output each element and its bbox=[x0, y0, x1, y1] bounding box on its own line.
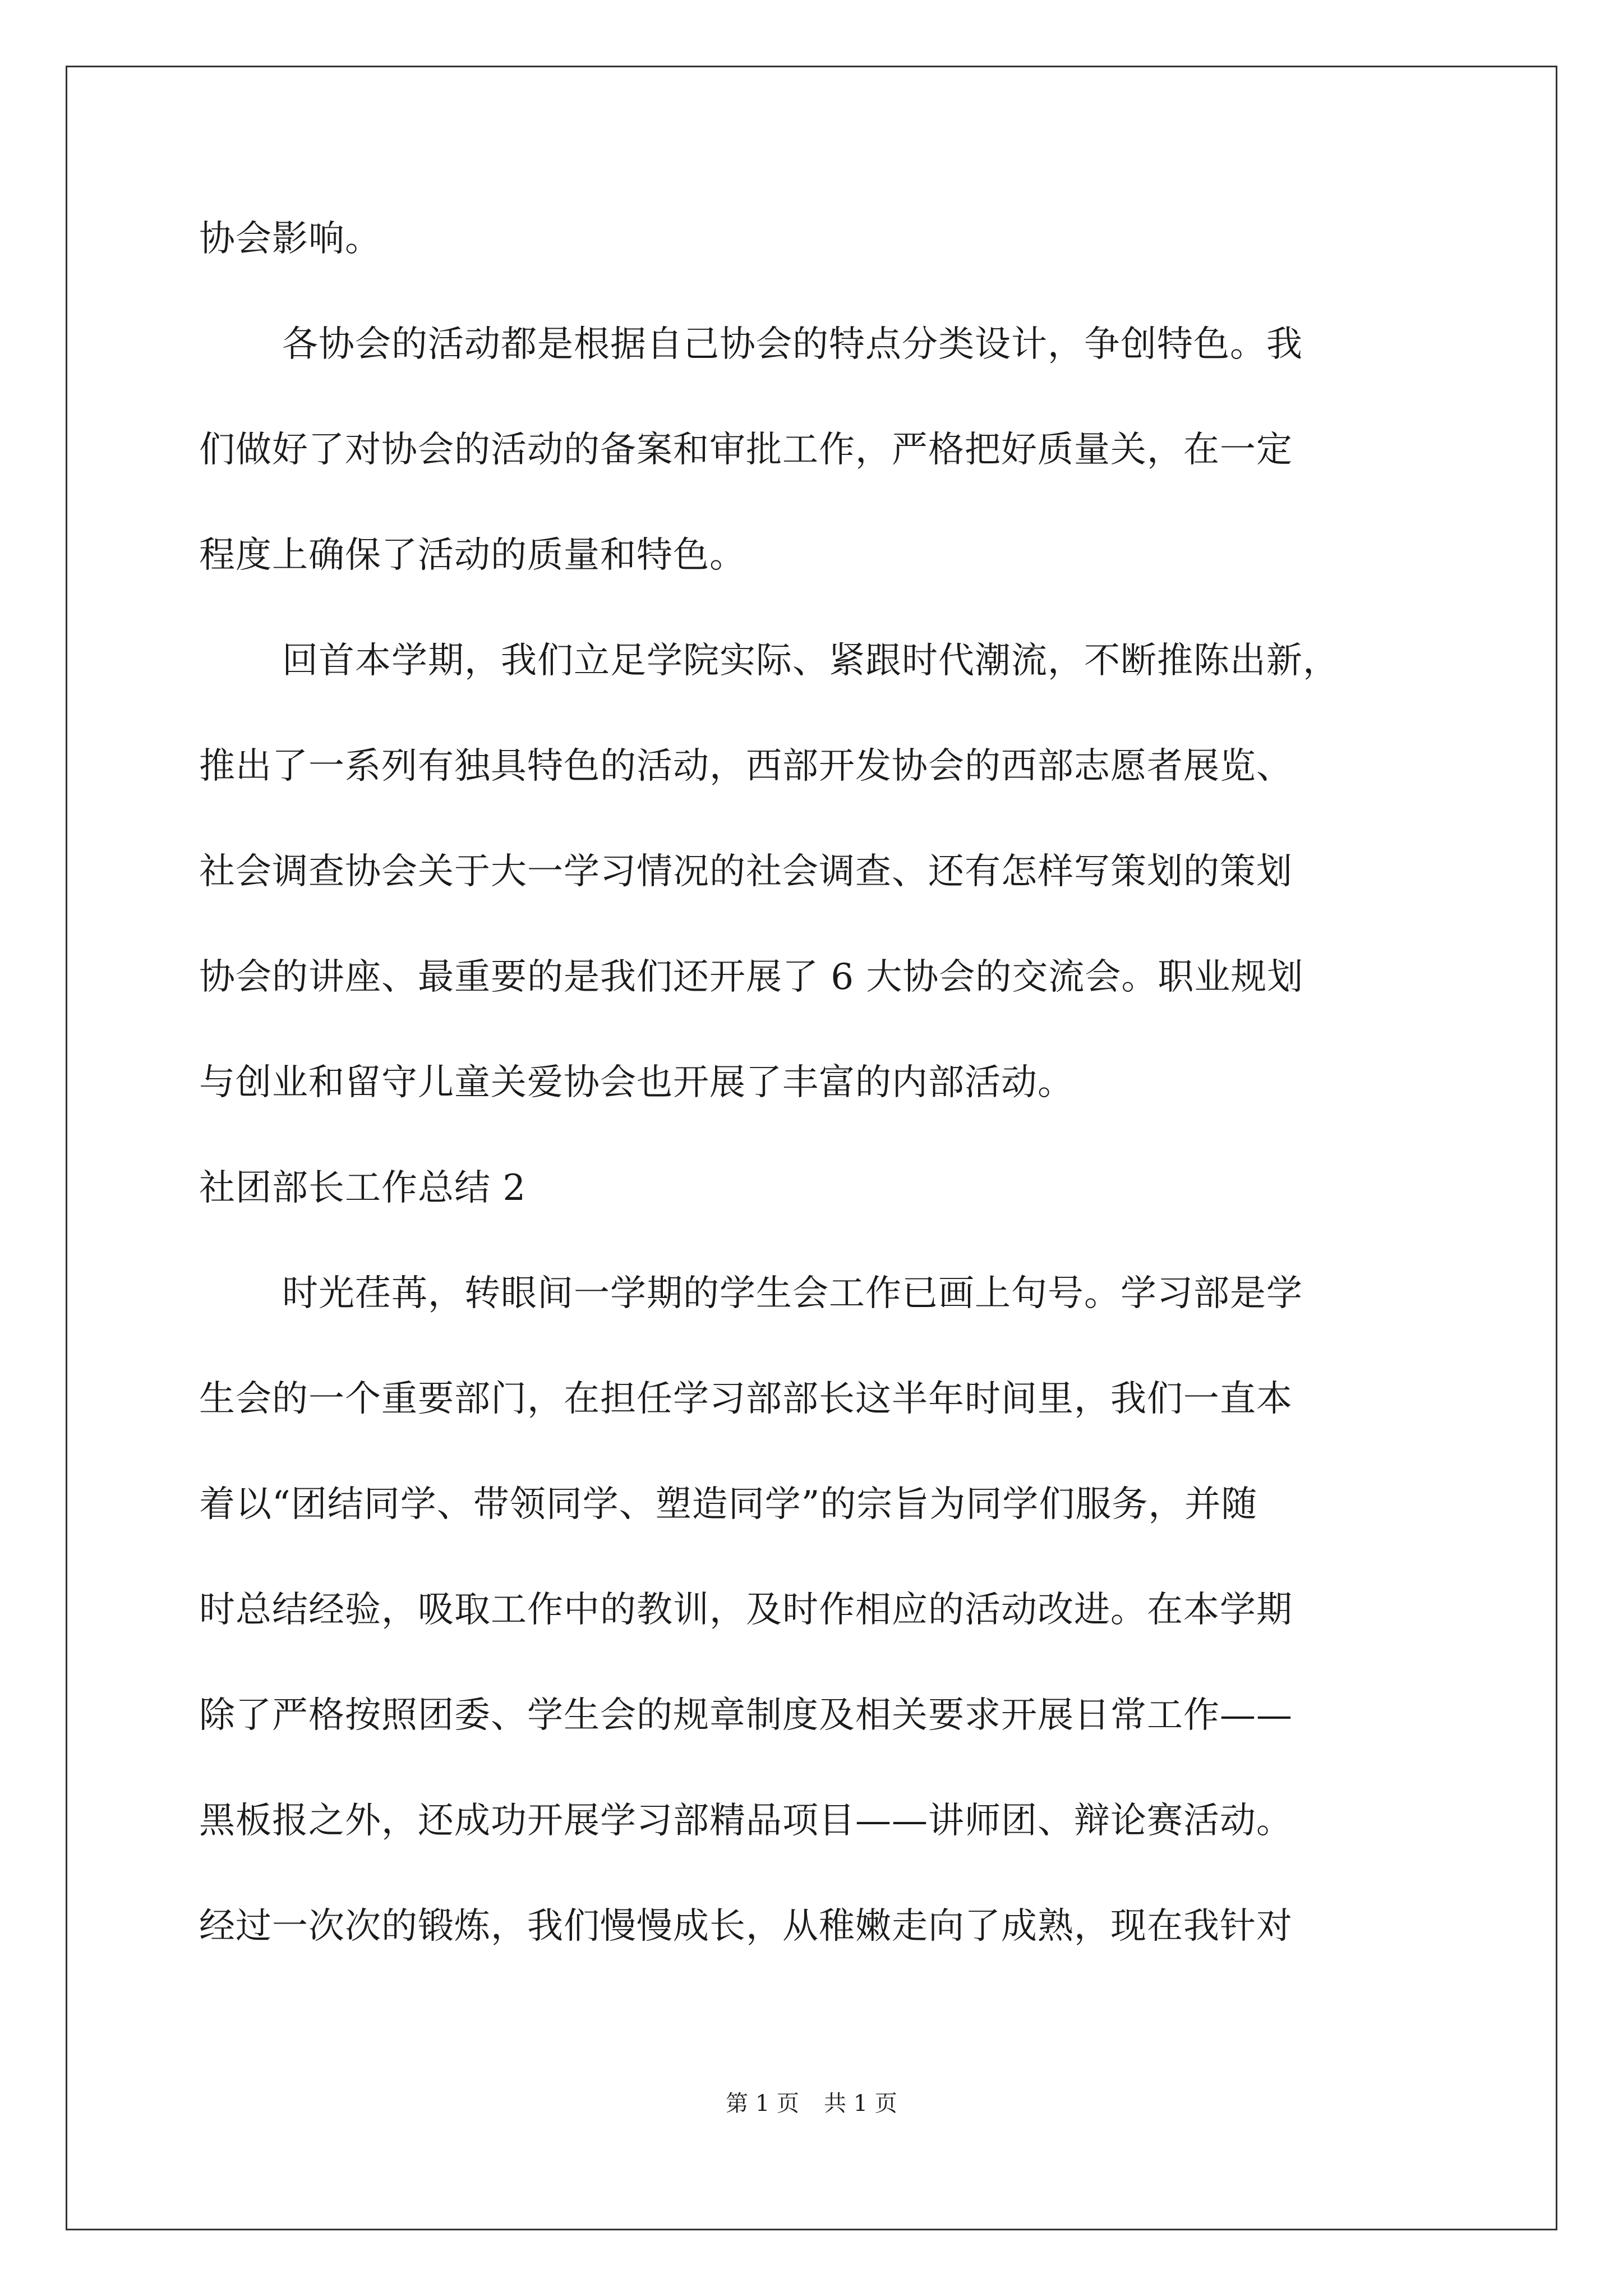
text-line: 程度上确保了活动的质量和特色。 bbox=[199, 535, 746, 576]
text-line: 推出了一系列有独具特色的活动，西部开发协会的西部志愿者展览、 bbox=[199, 746, 1293, 787]
text-line: 社会调查协会关于大一学习情况的社会调查、还有怎样写策划的策划 bbox=[199, 851, 1293, 892]
text-line: 除了严格按照团委、学生会的规章制度及相关要求开展日常工作—— bbox=[199, 1695, 1293, 1736]
text-line: 经过一次次的锻炼，我们慢慢成长，从稚嫩走向了成熟，现在我针对 bbox=[199, 1906, 1293, 1947]
page-footer bbox=[0, 2087, 1623, 2120]
text-line: 协会影响。 bbox=[199, 218, 381, 260]
section-heading: 社团部长工作总结 2 bbox=[199, 1167, 527, 1209]
text-line: 着以“团结同学、带领同学、塑造同学”的宗旨为同学们服务，并随 bbox=[199, 1484, 1258, 1525]
text-line: 黑板报之外，还成功开展学习部精品项目——讲师团、辩论赛活动。 bbox=[199, 1800, 1293, 1842]
paragraph-start-line: 时光荏苒，转眼间一学期的学生会工作已画上句号。学习部是学 bbox=[282, 1273, 1303, 1314]
page-total: 共 1 页 bbox=[824, 2091, 897, 2116]
text-line: 与创业和留守儿童关爱协会也开展了丰富的内部活动。 bbox=[199, 1062, 1074, 1103]
text-line: 们做好了对协会的活动的备案和审批工作，严格把好质量关，在一定 bbox=[199, 429, 1293, 471]
paragraph-start-line: 回首本学期，我们立足学院实际、紧跟时代潮流，不断推陈出新， bbox=[282, 640, 1339, 682]
text-line: 时总结经验，吸取工作中的教训，及时作相应的活动改进。在本学期 bbox=[199, 1589, 1293, 1631]
page-number: 第 1 页 bbox=[726, 2091, 799, 2116]
document-body bbox=[199, 186, 1427, 1979]
text-line: 协会的讲座、最重要的是我们还开展了 6 大协会的交流会。职业规划 bbox=[199, 956, 1304, 998]
paragraph-start-line: 各协会的活动都是根据自己协会的特点分类设计，争创特色。我 bbox=[282, 324, 1303, 365]
text-line: 生会的一个重要部门，在担任学习部部长这半年时间里，我们一直本 bbox=[199, 1378, 1293, 1420]
